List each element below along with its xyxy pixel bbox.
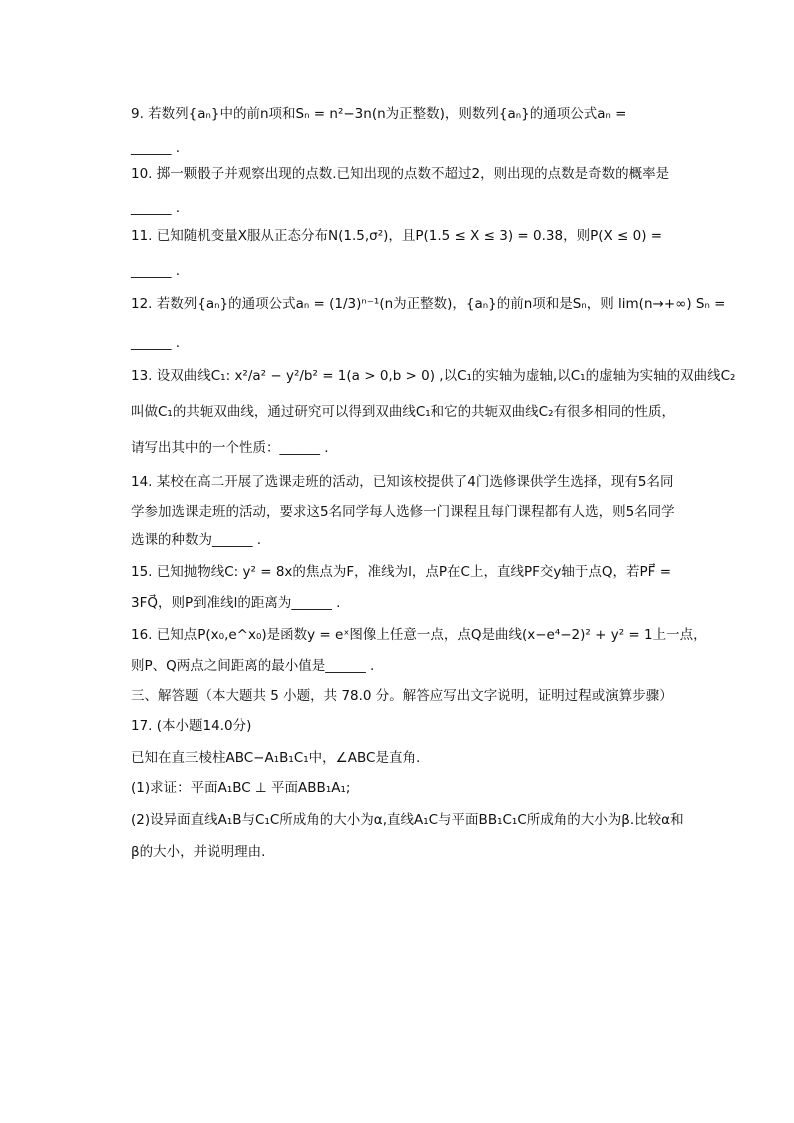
problem-10-answer-blank: ______ .	[131, 200, 181, 216]
problem-13-line-1: 13. 设双曲线C₁: x²/a² − y²/b² = 1(a > 0,b > 0) ,以C₁的实轴为虚轴,以C₁的虚轴为实轴的双曲线C₂	[131, 368, 736, 384]
problem-13-line-3: 请写出其中的一个性质：______ .	[131, 440, 329, 456]
problem-11-answer-blank: ______ .	[131, 263, 181, 279]
problem-9-answer-blank: ______ .	[131, 140, 181, 156]
problem-12-answer-blank: ______ .	[131, 335, 181, 351]
problem-16-line-1: 16. 已知点P(x₀,e^x₀)是函数y = eˣ图像上任意一点，点Q是曲线(x−e⁴−2)² + y² = 1上一点，	[131, 627, 707, 643]
problem-15-line-1: 15. 已知抛物线C: y² = 8x的焦点为F，准线为l，点P在C上，直线PF交y轴于点Q，若PF⃗ =	[131, 564, 672, 580]
problem-13-line-2: 叫做C₁的共轭双曲线，通过研究可以得到双曲线C₁和它的共轭双曲线C₂有很多相同的性质，	[131, 404, 676, 420]
problem-10-line-1: 10. 掷一颗骰子并观察出现的点数.已知出现的点数不超过2，则出现的点数是奇数的概率是	[131, 166, 670, 182]
problem-17-part-2-line-1: (2)设异面直线A₁B与C₁C所成角的大小为α,直线A₁C与平面BB₁C₁C所成角的大小为β.比较α和	[131, 812, 684, 828]
problem-11-line-1: 11. 已知随机变量X服从正态分布N(1.5,σ²)，且P(1.5 ≤ X ≤ 3) = 0.38，则P(X ≤ 0) =	[131, 228, 663, 244]
problem-14-line-3: 选课的种数为______ .	[131, 532, 262, 548]
section-heading: 三、解答题（本大题共 5 小题，共 78.0 分。解答应写出文字说明，证明过程或演算步骤）	[131, 688, 673, 704]
problem-17-header: 17. (本小题14.0分)	[131, 718, 252, 734]
problem-17-part-1: (1)求证：平面A₁BC ⊥ 平面ABB₁A₁;	[131, 780, 351, 796]
problem-17-part-2-line-2: β的大小，并说明理由.	[131, 844, 266, 860]
problem-16-line-2: 则P、Q两点之间距离的最小值是______ .	[131, 658, 375, 674]
problem-14-line-2: 学参加选课走班的活动，要求这5名同学每人选修一门课程且每门课程都有人选，则5名同学	[131, 504, 675, 520]
problem-15-line-2: 3FQ⃗，则P到准线l的距离为______ .	[131, 595, 341, 611]
problem-12-line-1: 12. 若数列{aₙ}的通项公式aₙ = (1/3)ⁿ⁻¹(n为正整数)，{aₙ}的前n项和是Sₙ，则 lim(n→+∞) Sₙ =	[131, 296, 726, 312]
problem-17-statement: 已知在直三棱柱ABC−A₁B₁C₁中，∠ABC是直角.	[131, 750, 421, 766]
problem-9-line-1: 9. 若数列{aₙ}中的前n项和Sₙ = n²−3n(n为正整数)，则数列{aₙ}的通项公式aₙ =	[131, 106, 627, 122]
problem-14-line-1: 14. 某校在高二开展了选课走班的活动，已知该校提供了4门选修课供学生选择，现有5名同	[131, 474, 674, 490]
